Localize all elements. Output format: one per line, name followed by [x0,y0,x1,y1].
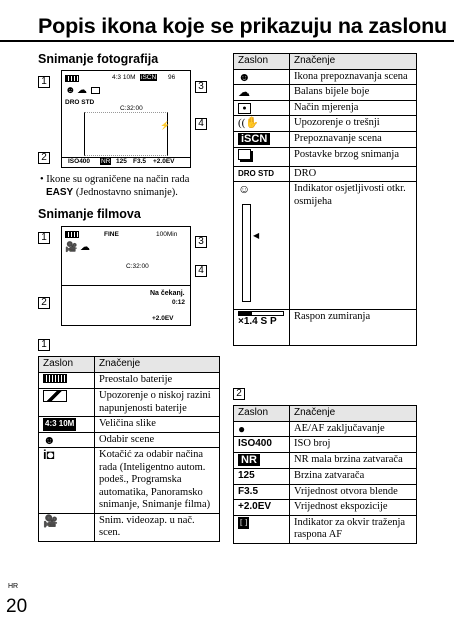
bottom-ev: +2.0EV [153,158,175,165]
shutter-icon: 125 [234,469,290,485]
ev-icon: +2.0EV [234,500,290,516]
t2-meaning: ISO broj [290,437,417,453]
movie-time: C:32:00 [126,263,149,270]
table-row [234,69,417,85]
easy-icon: EASY [46,187,74,198]
iscn-chip: iSCN [141,74,157,81]
smile-sensitivity-icon [242,204,251,302]
movie-heading: Snimanje filmova [38,207,141,221]
scene-person-icon: ☻ [65,85,76,96]
table-row [234,484,417,500]
iscn-icon: iSCN [238,133,270,146]
white-balance-icon: ☁ [77,85,87,96]
table-row [234,500,417,516]
table-row [234,116,417,132]
table-row [234,182,417,310]
callout-1: 1 [38,76,50,88]
table-row [234,100,417,116]
time: C:32:00 [120,105,143,112]
battery-icon [65,75,79,82]
rt-meaning: Ikona prepoznavanja scena [290,69,417,85]
photo-screen [61,70,191,168]
movie-callout-4: 4 [195,265,207,277]
t2-meaning: NR mala brzina zatvarača [290,452,417,469]
bottom-shutter: 125 [116,158,127,165]
note-line2 [46,186,178,199]
af-range-frame-icon: [ ] [238,517,249,530]
t2-meaning: Indikator za okvir traženja raspona AF [290,515,417,543]
flash-icon: ⚡ [160,121,170,130]
quick-setup-icon [238,149,251,160]
table-row [39,372,220,389]
bottom-nr: NR [101,158,111,165]
movie-ev: +2.0EV [152,315,174,322]
movie-callout-3: 3 [195,236,207,248]
movie-wb-icon: ☁ [80,242,90,253]
lt-header-2: Značenje [95,357,220,373]
table-row [39,448,220,514]
metering-icon [91,87,100,94]
callout-4: 4 [195,118,207,130]
movie-camera-icon: 🎥 [39,513,95,541]
movie-battery-icon [65,231,79,238]
rt-meaning: Indikator osjetljivosti otkr. osmijeha [290,182,417,310]
image-size-icon: 4:3 10M [43,418,76,431]
dro-badge: DRO STD [65,99,95,106]
left-table [38,356,220,542]
lt-meaning: Preostalo baterije [95,372,220,389]
metering-icon: ● [238,103,251,114]
aperture-icon: F3.5 [234,484,290,500]
page-number: 20 [6,596,28,617]
t2-meaning: AE/AF zaključavanje [290,421,417,437]
note-line2-text: (Jednostavno snimanje). [75,187,178,198]
iso-icon: ISO400 [234,437,290,453]
callout-3: 3 [195,81,207,93]
bottom-iso: ISO400 [68,158,91,165]
page-title: Popis ikona koje se prikazuju na zaslonu [38,14,447,38]
photo-heading: Snimanje fotografija [38,52,159,66]
movie-fine: FINE [104,231,119,238]
battery-icon [43,374,67,383]
bottom-aperture: F3.5 [133,158,147,165]
dro-icon: DRO STD [238,168,274,178]
title-rule [0,40,454,42]
rt-meaning: Raspon zumiranja [290,310,417,346]
af-frame [84,112,168,156]
note-line1: • Ikone su ograničene na način rada [40,174,190,185]
t2-meaning: Brzina zatvarača [290,469,417,485]
rt-meaning: Način mjerenja [290,100,417,116]
lt-meaning: Veličina slike [95,417,220,433]
movie-callout-2: 2 [38,297,50,309]
movie-callout-1: 1 [38,232,50,244]
table-row [234,85,417,101]
table-row [234,310,417,346]
table-row [234,469,417,485]
t2-header-1: Zaslon [234,406,290,422]
table-row [234,437,417,453]
nr-icon: NR [238,454,260,467]
low-battery-icon [43,390,67,402]
movie-camera-icon: 🎥 [65,242,78,253]
shake-warning-icon: ((✋ [234,116,290,132]
t2-meaning: Vrijednost ekspozicije [290,500,417,516]
size-badge: 4:3 10M [112,74,136,81]
rt-header-2: Značenje [290,54,417,70]
smile-icon: ☺ [238,182,251,196]
table-row [39,513,220,541]
table-row [39,389,220,417]
table2 [233,405,417,544]
rt-meaning: Prepoznavanje scena [290,131,417,148]
lt-meaning: Upozorenje o niskoj razini napunjenosti baterije [95,389,220,417]
table-row [234,452,417,469]
movie-standby: Na čekanj. [150,290,185,297]
language-code: HR [8,583,19,590]
table-row [234,515,417,543]
right-table [233,53,417,346]
lt-meaning: Snim. videozap. u nač. scen. [95,513,220,541]
table-row [39,417,220,433]
rt-meaning: Postavke brzog snimanja [290,148,417,167]
lt-meaning: Kotačić za odabir načina rada (Inteligentno autom. podeš., Programska automatika, Panoramsko snimanje, Snimanje filma) [95,448,220,514]
t2-meaning: Vrijednost otvora blende [290,484,417,500]
movie-remaining: 100Min [156,231,178,238]
white-balance-icon: ☁ [234,85,290,101]
counter: 96 [168,74,176,81]
focus-lock-dot-icon: ● [234,421,290,437]
table-row [39,432,220,448]
table-row [234,131,417,148]
lt-header-1: Zaslon [39,357,95,373]
table-row [234,148,417,167]
scene-person-icon: ☻ [39,432,95,448]
table2-label: 2 [233,388,245,400]
table-row [234,421,417,437]
rt-header-1: Zaslon [234,54,290,70]
t2-header-2: Značenje [290,406,417,422]
rt-meaning: DRO [290,166,417,182]
movie-screen [61,226,191,326]
scene-recognition-icon: ☻ [234,69,290,85]
sensitivity-pointer-icon: ◀ [253,231,260,240]
table1-label: 1 [38,339,50,351]
lt-meaning: Odabir scene [95,432,220,448]
zoom-range-icon: ×1.4 S P [238,316,277,327]
table-row [234,166,417,182]
callout-2: 2 [38,152,50,164]
rt-meaning: Upozorenje o trešnji [290,116,417,132]
movie-elapsed: 0:12 [172,299,186,306]
intelligent-auto-icon: i◘ [39,448,95,514]
rt-meaning: Balans bijele boje [290,85,417,101]
